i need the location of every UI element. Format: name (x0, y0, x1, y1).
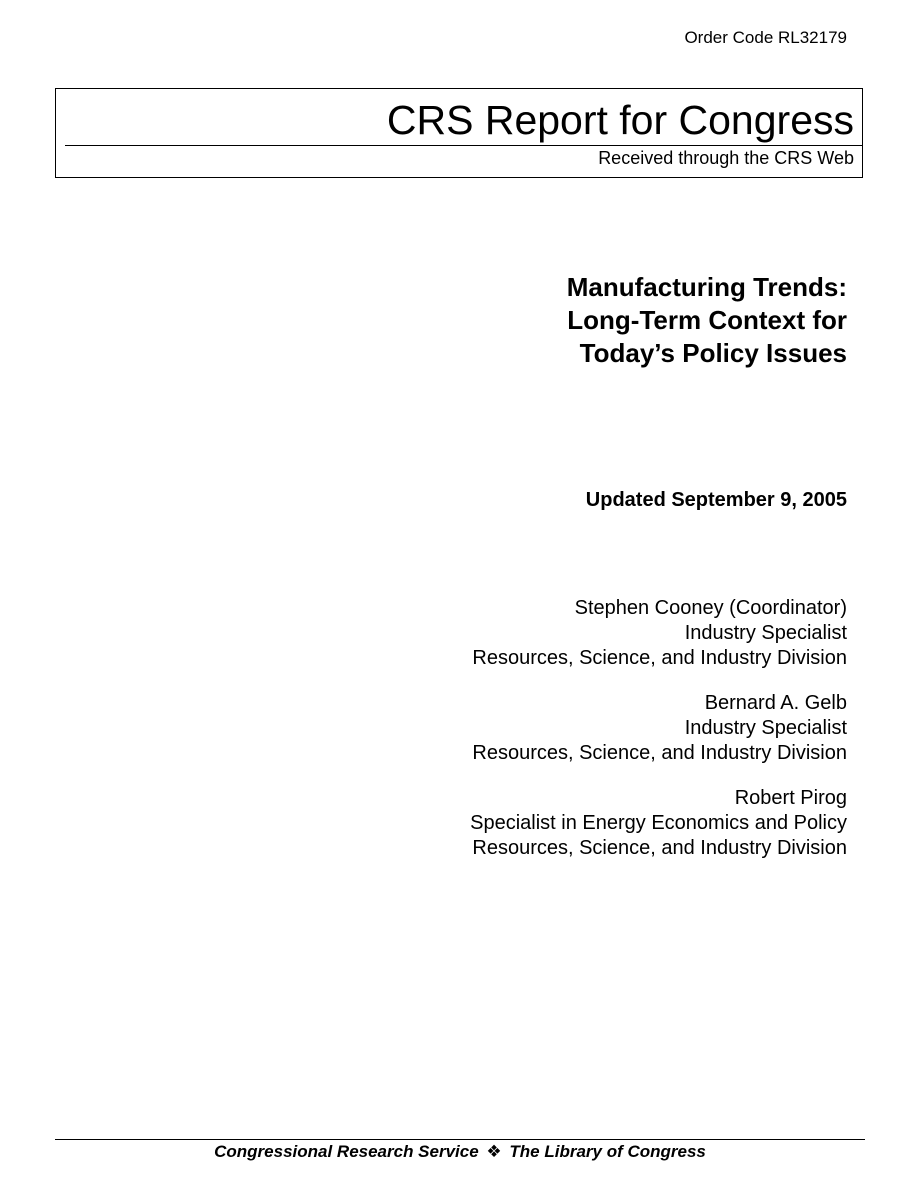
diamond-ornament-icon: ❖ (486, 1142, 502, 1161)
author-name: Robert Pirog (734, 787, 847, 809)
author-title: Industry Specialist (684, 717, 847, 739)
author-name: Bernard A. Gelb (704, 692, 847, 714)
footer-org: Congressional Research Service (214, 1142, 479, 1161)
author-division: Resources, Science, and Industry Division (472, 742, 847, 764)
masthead-divider (65, 145, 862, 146)
report-title (347, 271, 847, 370)
footer (0, 1142, 920, 1162)
author-block (287, 786, 847, 861)
author-title: Specialist in Energy Economics and Policy (470, 812, 847, 834)
masthead-title: CRS Report for Congress (386, 97, 854, 143)
footer-library: The Library of Congress (509, 1142, 706, 1161)
author-block (287, 691, 847, 766)
author-block (287, 596, 847, 671)
report-title-line: Long-Term Context for (567, 305, 847, 335)
order-code: Order Code RL32179 (684, 28, 847, 47)
author-division: Resources, Science, and Industry Division (472, 837, 847, 859)
masthead-box (55, 88, 863, 178)
footer-divider (55, 1139, 865, 1140)
author-title: Industry Specialist (684, 622, 847, 644)
author-division: Resources, Science, and Industry Division (472, 647, 847, 669)
updated-date: Updated September 9, 2005 (585, 489, 847, 511)
masthead-subtitle: Received through the CRS Web (598, 148, 854, 168)
report-title-line: Today’s Policy Issues (579, 338, 847, 368)
author-name: Stephen Cooney (Coordinator) (574, 597, 847, 619)
report-title-line: Manufacturing Trends: (566, 272, 847, 302)
author-list (287, 596, 847, 881)
